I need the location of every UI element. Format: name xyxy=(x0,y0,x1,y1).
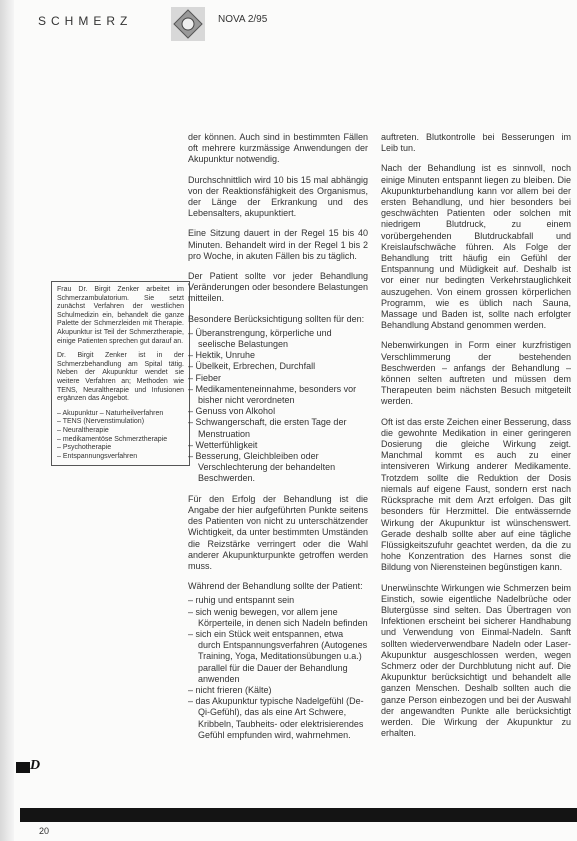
paragraph: Der Patient sollte vor jeder Behandlung Veränderungen oder besondere Belastungen mitteilen. xyxy=(188,271,368,304)
paragraph: Nebenwirkungen in Form einer kurzfristigen Verschlimmerung der bestehenden Beschwerden – anfangs der Behandlung – können selten auftreten und müssen dem Therapeuten beim nächsten Besuch mitgeteilt werden. xyxy=(381,340,571,407)
list-item: – sich ein Stück weit entspannen, etwa durch Entspannungsverfahren (Autogenes Training, Yoga, Meditationsübungen u.a.) parallel für die Dauer der Behandlung anwenden xyxy=(188,629,368,685)
paragraph: der können. Auch sind in bestimmten Fällen oft mehrere kurzmässige Anwendungen der Akupunktur notwendig. xyxy=(188,132,368,165)
section-marker xyxy=(16,762,30,773)
list-item: – Übelkeit, Erbrechen, Durchfall xyxy=(188,361,368,372)
paragraph: Durchschnittlich wird 10 bis 15 mal abhängig von der Reaktionsfähigkeit des Organismus, der Länge der Erkrankung und des Lebensalters, akupunktiert. xyxy=(188,174,368,219)
paragraph: Nach der Behandlung ist es sinnvoll, noch einige Minuten entspannt liegen zu bleiben. Die Akupunkturbehandlung kann vor allem bei der ersten Behandlung, und hier besonders bei geschwächten Patienten oder solchen mit niedrigem Blutdruck, zu einem vorübergehenden Blutdruckabfall und Kreislaufschwäche führen. Als Folge der Behandlung tritt häufig ein Gefühl der Entspannung und Müdigkeit auf. Deshalb ist vor einer nur bedingten Verkehrstauglichkeit auszugehen. Von einem grossen körperlichen Programm, wie es üblich nach Sauna, Massage und Baden ist, sollte nach erfolgter Behandlung Abstand genommen werden. xyxy=(381,163,571,331)
issue-label: NOVA 2/95 xyxy=(218,14,268,25)
info-box xyxy=(51,281,190,466)
bullet-list xyxy=(188,595,368,741)
list-item: – das Akupunktur typische Nadelgefühl (De-Qi-Gefühl), das als eine Art Schwere, Kribbeln, Taubheits- oder elektrisierendes Gefühl empfunden wird, wahrnehmen. xyxy=(188,696,368,741)
magazine-logo-icon xyxy=(171,7,205,41)
bullet-list xyxy=(188,328,368,485)
footer-bar xyxy=(20,808,577,822)
list-item: – Schwangerschaft, die ersten Tage der Menstruation xyxy=(188,417,368,439)
list-item: – Psychotherapie xyxy=(57,444,184,453)
middle-column xyxy=(188,132,368,750)
paragraph: Besondere Berücksichtigung sollten für den: xyxy=(188,313,365,324)
list-item: – Überanstrengung, körperliche und seelische Belastungen xyxy=(188,328,368,350)
list-item: – Besserung, Gleichbleiben oder Verschlechterung der behandelten Beschwerden. xyxy=(188,451,368,485)
paragraph: Für den Erfolg der Behandlung ist die Angabe der hier aufgeführten Punkte seitens des Patienten von nicht zu unterschätzender Wichtigkeit, da unter bestimmten Umständen die Reizstärke verringert oder die Wahl anderer Akupunkturpunkte getroffen werden muss. xyxy=(188,493,368,571)
list-item: – TENS (Nervenstimulation) xyxy=(57,418,184,427)
list-item: – ruhig und entspannt sein xyxy=(188,595,368,606)
list-item: – Akupunktur – Naturheilverfahren xyxy=(57,410,184,419)
list-item: – Hektik, Unruhe xyxy=(188,350,368,361)
page-number: 20 xyxy=(39,826,50,836)
info-box-list xyxy=(57,410,184,462)
list-item: – Medikamenteneinnahme, besonders vor bisher nicht verordneten xyxy=(188,384,368,406)
section-letter: D xyxy=(30,758,41,773)
paragraph: Während der Behandlung sollte der Patient: xyxy=(188,581,363,592)
list-item: – Wetterfühligkeit xyxy=(188,440,368,451)
list-item: – medikamentöse Schmerztherapie xyxy=(57,436,184,445)
page-edge-shadow xyxy=(0,0,14,841)
paragraph: Eine Sitzung dauert in der Regel 15 bis 40 Minuten. Behandelt wird in der Regel 1 bis 2 pro Woche, in akuten Fällen bis zu täglich. xyxy=(188,228,368,261)
list-item: – Fieber xyxy=(188,373,368,384)
info-box-paragraph: Dr. Birgit Zenker ist in der Schmerzbehandlung am Spital tätig. Neben der Akupunktur wendet sie weitere Verfahren an; Methoden wie TENS, Neuraltherapie und Infusionen ergänzen das Angebot. xyxy=(57,352,184,403)
list-item: – Genuss von Alkohol xyxy=(188,406,368,417)
list-item: – Entspannungsverfahren xyxy=(57,453,184,462)
list-item: – sich wenig bewegen, vor allem jene Körperteile, in denen sich Nadeln befinden xyxy=(188,607,368,629)
right-column xyxy=(381,132,571,748)
paragraph: Oft ist das erste Zeichen einer Besserung, dass die gewohnte Medikation in einer geringeren Dosierung die gleiche Wirkung zeigt. Manchmal kommt es auch zu einer intensiveren Wirkung anderer Medikamente. Trotzdem sollte die Reduktion der Dosis niemals auf eigene Faust, sondern erst nach Rücksprache mit dem Arzt erfolgen. Das gilt besonders für Herzmittel. Die entwässernde Wirkung der Akupunktur ist wünschenswert. Gerade deshalb sollte aber auf eine tägliche Flüssigkeitszufuhr geachtet werden, da die zu hohe Konzentration des Harnes sonst die Bildung von Nierensteinen begünstigen kann. xyxy=(381,416,571,573)
list-item: – Neuraltherapie xyxy=(57,427,184,436)
paragraph: auftreten. Blutkontrolle bei Besserungen im Leib tun. xyxy=(381,132,571,154)
paragraph: Unerwünschte Wirkungen wie Schmerzen beim Einstich, sowie eigentliche Nadelbrüche oder Blutergüsse sind selten. Das Übertragen von Infektionen erscheint bei sicherer Handhabung und Verwendung von Einmal-Nadeln. Sanft sollten wiederverwendbare Nadeln oder Laser-Akupunktur ausgeschlossen werden, wegen Schmerz oder der Durchblutung nicht auf. Die Akupunktur berücksichtigt und behandelt alle ganzen Menschen. Deshalb sollten auch die ganze Person einbezogen und bei der Auswahl der angewandten Punkte alle berücksichtigt werden. Die Wirkung der Akupunktur zu erhalten. xyxy=(381,582,571,739)
list-item: – nicht frieren (Kälte) xyxy=(188,685,368,696)
info-box-intro: Frau Dr. Birgit Zenker arbeitet im Schmerzambulatorium. Sie setzt zunächst Verfahren der westlichen Schulmedizin ein, behandelt die ganze Palette der Schmerzleiden mit Therapie. Akupunktur ist Teil der Schmerztherapie, einige Patienten sprechen gut darauf an. xyxy=(57,286,184,345)
section-title: SCHMERZ xyxy=(38,14,133,28)
